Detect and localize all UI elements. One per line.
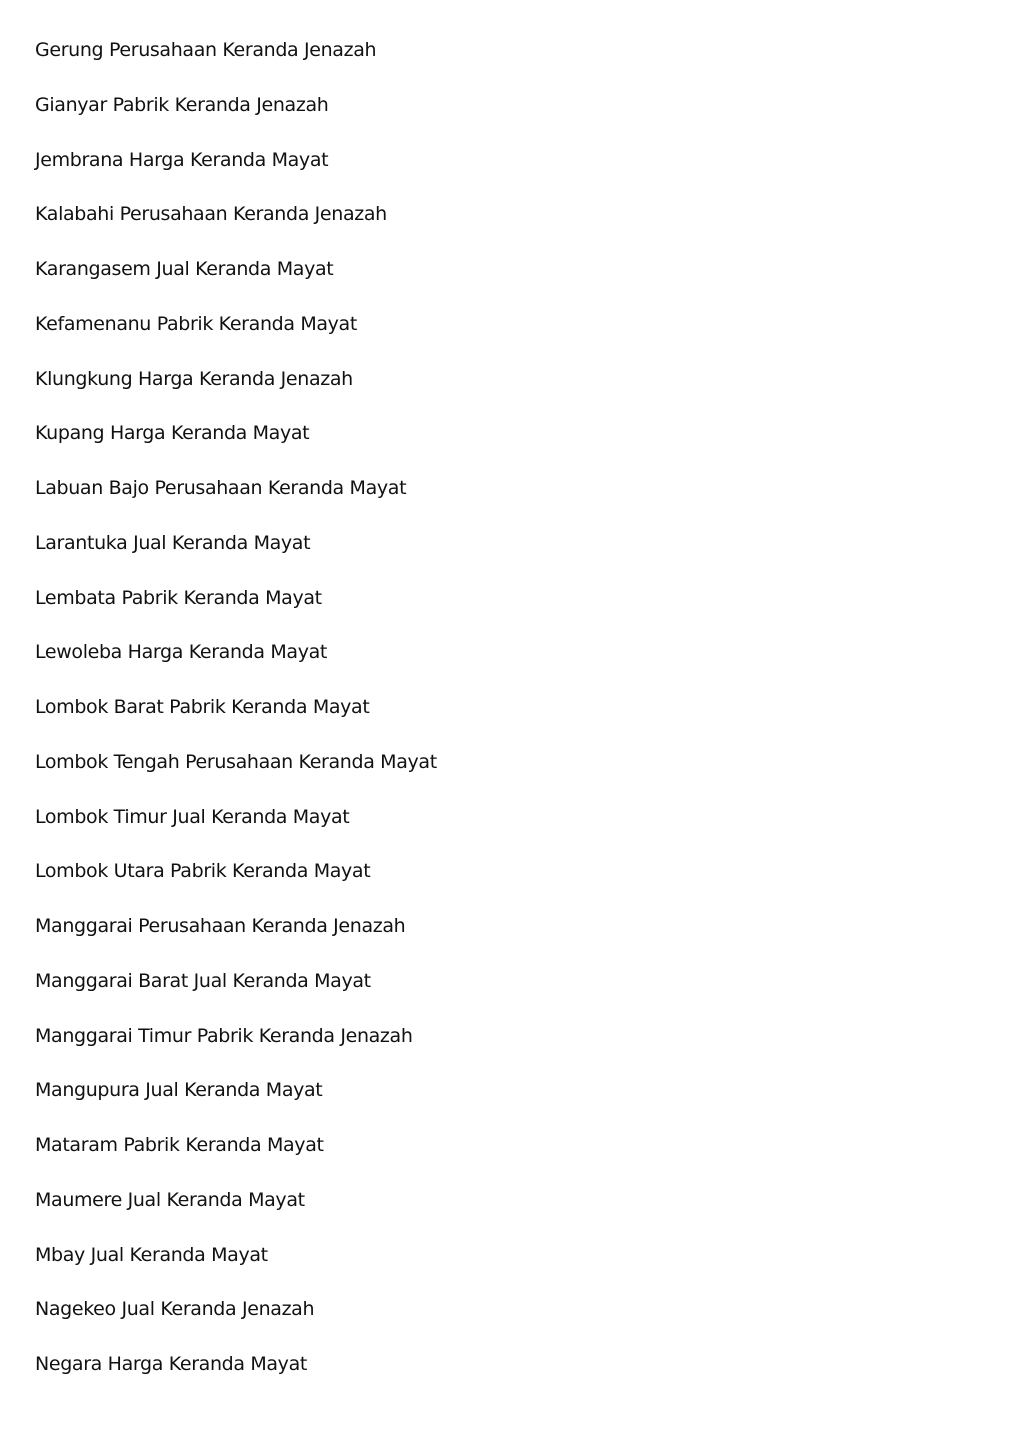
list-item: Mangupura Jual Keranda Mayat — [35, 1079, 323, 1102]
list-item: Lewoleba Harga Keranda Mayat — [35, 641, 327, 664]
list-item: Jembrana Harga Keranda Mayat — [35, 148, 329, 171]
list-item: Karangasem Jual Keranda Mayat — [35, 258, 334, 280]
list-item: Lombok Utara Pabrik Keranda Mayat — [35, 860, 371, 883]
list-item: Nagekeo Jual Keranda Jenazah — [35, 1298, 315, 1321]
list-item: Manggarai Perusahaan Keranda Jenazah — [35, 915, 406, 937]
list-item: Lombok Timur Jual Keranda Mayat — [35, 805, 350, 828]
list-item: Mbay Jual Keranda Mayat — [35, 1243, 268, 1266]
entry-list — [35, 35, 1024, 1404]
list-item: Lombok Tengah Perusahaan Keranda Mayat — [35, 750, 437, 773]
list-item: Gianyar Pabrik Keranda Jenazah — [35, 93, 329, 116]
list-item: Mataram Pabrik Keranda Mayat — [35, 1134, 324, 1156]
list-item: Negara Harga Keranda Mayat — [35, 1353, 307, 1375]
list-item: Kefamenanu Pabrik Keranda Mayat — [35, 312, 357, 335]
list-item: Lembata Pabrik Keranda Mayat — [35, 586, 322, 609]
list-item: Lombok Barat Pabrik Keranda Mayat — [35, 696, 370, 718]
list-item: Kupang Harga Keranda Mayat — [35, 422, 310, 445]
list-item: Manggarai Timur Pabrik Keranda Jenazah — [35, 1024, 413, 1047]
list-item: Larantuka Jual Keranda Mayat — [35, 531, 311, 554]
list-item: Manggarai Barat Jual Keranda Mayat — [35, 969, 371, 992]
list-item: Labuan Bajo Perusahaan Keranda Mayat — [35, 477, 407, 499]
list-item: Kalabahi Perusahaan Keranda Jenazah — [35, 203, 387, 226]
list-item: Gerung Perusahaan Keranda Jenazah — [35, 39, 377, 61]
list-item: Maumere Jual Keranda Mayat — [35, 1188, 305, 1211]
list-item: Klungkung Harga Keranda Jenazah — [35, 367, 353, 390]
